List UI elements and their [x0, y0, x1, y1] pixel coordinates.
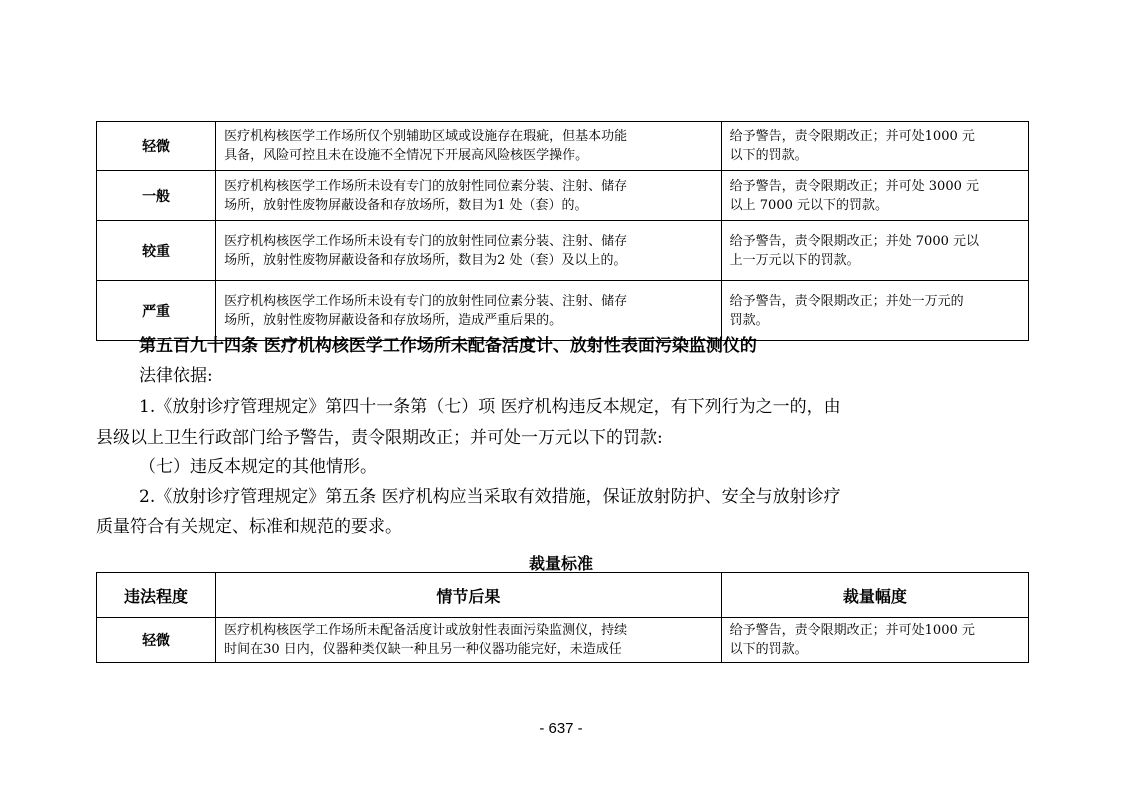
discretion-table-continued [96, 121, 1029, 341]
severity-level: 轻微 [97, 122, 216, 171]
table-row [97, 171, 1029, 221]
penalty-line: 罚款。 [729, 312, 769, 328]
circumstance-line: 具备，风险可控且未在设施不全情况下开展高风险核医学操作。 [224, 148, 589, 163]
severity-level: 较重 [97, 221, 216, 281]
circumstance-line: 场所，放射性废物屏蔽设备和存放场所，数目为1 处（套）的。 [224, 197, 588, 213]
circumstance-line: 场所，放射性废物屏蔽设备和存放场所，数目为2 处（套）及以上的。 [224, 252, 627, 268]
circumstance-line: 场所，放射性废物屏蔽设备和存放场所，造成严重后果的。 [224, 312, 563, 328]
penalty-line: 上一万元以下的罚款。 [729, 252, 860, 268]
severity-level: 严重 [97, 281, 216, 341]
penalty-line: 以上 7000 元以下的罚款。 [729, 197, 889, 213]
penalty-line: 给予警告，责令限期改正；并处一万元的 [729, 293, 964, 309]
penalty-cell [721, 281, 1028, 341]
circumstance-line: 医疗机构核医学工作场所未配备活度计或放射性表面污染监测仪，持续 [224, 623, 628, 638]
table-header-row [97, 573, 1029, 618]
penalty-line: 以下的罚款。 [729, 148, 808, 163]
column-header: 裁量幅度 [721, 573, 1028, 618]
penalty-cell [721, 221, 1028, 281]
circumstance-line: 时间在30 日内，仪器种类仅缺一种且另一种仪器功能完好，未造成任 [224, 642, 622, 657]
circumstance-line: 医疗机构核医学工作场所未设有专门的放射性同位素分装、注射、储存 [224, 178, 628, 194]
circumstance-line: 医疗机构核医学工作场所仅个别辅助区域或设施存在瑕疵，但基本功能 [224, 129, 628, 144]
column-header: 情节后果 [216, 573, 722, 618]
table-row [97, 221, 1029, 281]
circumstance-line: 医疗机构核医学工作场所未设有专门的放射性同位素分装、注射、储存 [224, 233, 628, 249]
penalty-cell [721, 171, 1028, 221]
legal-basis-item-1-cont: 县级以上卫生行政部门给予警告，责令限期改正；并可处一万元以下的罚款: [96, 428, 663, 448]
legal-basis-item-1: 1.《放射诊疗管理规定》第四十一条第（七）项 医疗机构违反本规定，有下列行为之一的，由 [139, 397, 841, 417]
column-header: 违法程度 [97, 573, 216, 618]
circumstance-cell [216, 122, 722, 171]
penalty-line: 给予警告，责令限期改正；并处 7000 元以 [729, 233, 980, 249]
legal-basis-item-2: 2.《放射诊疗管理规定》第五条 医疗机构应当采取有效措施，保证放射防护、安全与放射诊疗 [139, 487, 841, 507]
penalty-cell [721, 122, 1028, 171]
article-title: 第五百九十四条 医疗机构核医学工作场所未配备活度计、放射性表面污染监测仪的 [139, 336, 757, 356]
table-row [97, 122, 1029, 171]
discretion-standard-table [96, 572, 1029, 663]
page-number: - 637 - [539, 720, 583, 737]
penalty-line: 给予警告，责令限期改正；并可处1000 元 [729, 623, 975, 638]
legal-basis-item-2-cont: 质量符合有关规定、标准和规范的要求。 [96, 517, 402, 537]
penalty-line: 以下的罚款。 [729, 642, 808, 657]
circumstance-cell [216, 171, 722, 221]
circumstance-cell [216, 221, 722, 281]
table-caption: 裁量标准 [528, 554, 593, 573]
legal-basis-label: 法律依据: [139, 366, 213, 386]
penalty-line: 给予警告，责令限期改正；并可处1000 元 [729, 129, 975, 144]
table-row [97, 618, 1029, 663]
legal-basis-subitem: （七）违反本规定的其他情形。 [139, 457, 377, 477]
penalty-line: 给予警告，责令限期改正；并可处 3000 元 [729, 178, 980, 194]
penalty-cell [721, 618, 1028, 663]
circumstance-line: 医疗机构核医学工作场所未设有专门的放射性同位素分装、注射、储存 [224, 293, 628, 309]
severity-level: 轻微 [97, 618, 216, 663]
circumstance-cell [216, 618, 722, 663]
severity-level: 一般 [97, 171, 216, 221]
